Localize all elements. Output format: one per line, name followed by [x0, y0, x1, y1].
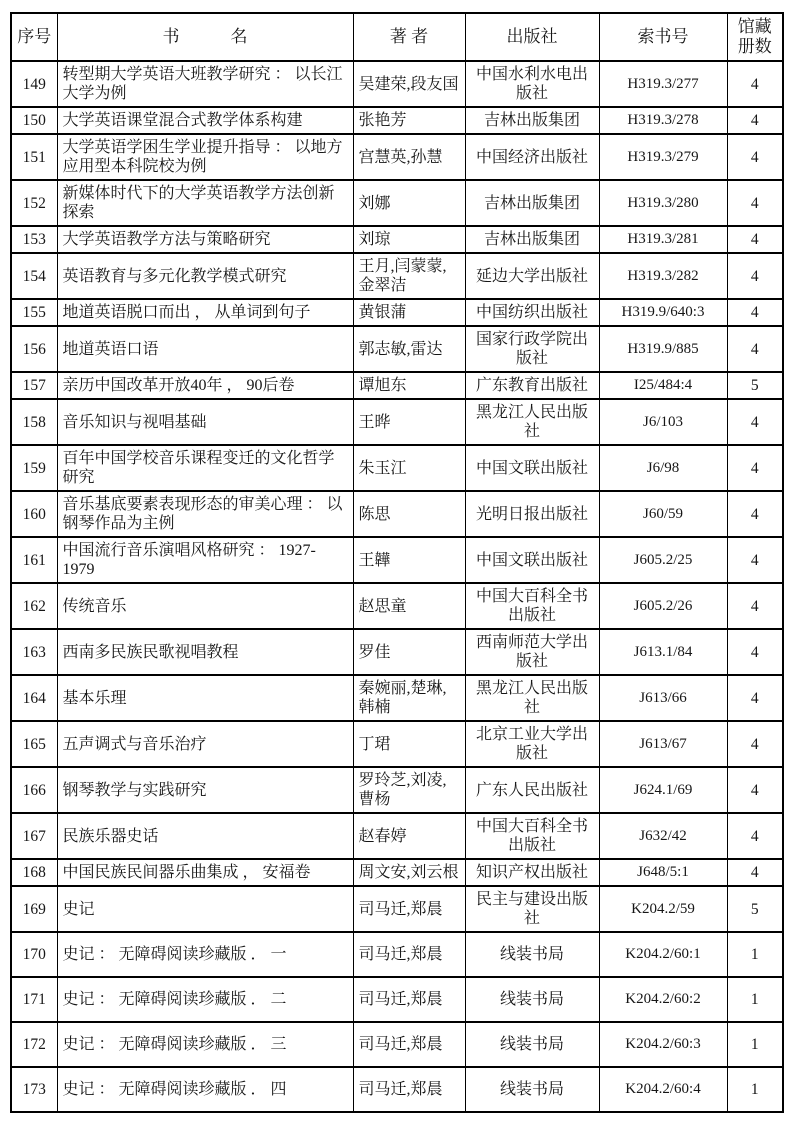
- cell-title: 史记 ： 无障碍阅读珍藏版 ． 二: [57, 977, 353, 1022]
- cell-num: 154: [11, 253, 57, 299]
- cell-call-number: J605.2/26: [599, 583, 727, 629]
- table-row: [11, 226, 783, 253]
- table-row: [11, 767, 783, 813]
- cell-copies: 4: [727, 326, 783, 372]
- table-row: [11, 326, 783, 372]
- cell-author: 黄银蒲: [353, 299, 465, 326]
- cell-copies: 5: [727, 886, 783, 932]
- cell-author: 吴建荣,段友国: [353, 61, 465, 107]
- cell-author: 王韡: [353, 537, 465, 583]
- book-table: [10, 12, 784, 1113]
- cell-publisher: 中国纺织出版社: [465, 299, 599, 326]
- cell-publisher: 广东教育出版社: [465, 372, 599, 399]
- cell-author: 宫慧英,孙慧: [353, 134, 465, 180]
- cell-publisher: 北京工业大学出版社: [465, 721, 599, 767]
- cell-copies: 1: [727, 977, 783, 1022]
- cell-author: 司马迁,郑晨: [353, 977, 465, 1022]
- cell-copies: 1: [727, 932, 783, 977]
- cell-publisher: 黑龙江人民出版社: [465, 399, 599, 445]
- cell-call-number: J632/42: [599, 813, 727, 859]
- col-header-author: 著 者: [353, 13, 465, 61]
- cell-author: 赵春婷: [353, 813, 465, 859]
- cell-call-number: J6/98: [599, 445, 727, 491]
- cell-title: 中国流行音乐演唱风格研究 ： 1927-1979: [57, 537, 353, 583]
- cell-publisher: 中国大百科全书出版社: [465, 813, 599, 859]
- cell-call-number: J624.1/69: [599, 767, 727, 813]
- cell-copies: 4: [727, 859, 783, 886]
- cell-copies: 4: [727, 813, 783, 859]
- cell-num: 158: [11, 399, 57, 445]
- cell-title: 新媒体时代下的大学英语教学方法创新探索: [57, 180, 353, 226]
- table-row: [11, 107, 783, 134]
- col-header-title: 书 名: [57, 13, 353, 61]
- cell-title: 史记: [57, 886, 353, 932]
- cell-call-number: J60/59: [599, 491, 727, 537]
- cell-title: 史记 ： 无障碍阅读珍藏版 ． 一: [57, 932, 353, 977]
- col-header-num: 序号: [11, 13, 57, 61]
- cell-author: 陈思: [353, 491, 465, 537]
- cell-title: 音乐基底要素表现形态的审美心理 ： 以钢琴作品为主例: [57, 491, 353, 537]
- cell-copies: 5: [727, 372, 783, 399]
- cell-num: 163: [11, 629, 57, 675]
- cell-call-number: K204.2/60:1: [599, 932, 727, 977]
- cell-num: 170: [11, 932, 57, 977]
- table-row: [11, 299, 783, 326]
- table-row: [11, 1022, 783, 1067]
- cell-call-number: K204.2/60:2: [599, 977, 727, 1022]
- cell-num: 173: [11, 1067, 57, 1112]
- cell-publisher: 中国文联出版社: [465, 445, 599, 491]
- table-row: [11, 813, 783, 859]
- cell-num: 157: [11, 372, 57, 399]
- cell-copies: 1: [727, 1067, 783, 1112]
- table-row: [11, 399, 783, 445]
- cell-num: 169: [11, 886, 57, 932]
- cell-num: 149: [11, 61, 57, 107]
- cell-num: 164: [11, 675, 57, 721]
- cell-title: 西南多民族民歌视唱教程: [57, 629, 353, 675]
- cell-call-number: J605.2/25: [599, 537, 727, 583]
- cell-num: 172: [11, 1022, 57, 1067]
- cell-call-number: H319.3/280: [599, 180, 727, 226]
- cell-copies: 1: [727, 1022, 783, 1067]
- cell-call-number: J613.1/84: [599, 629, 727, 675]
- cell-call-number: J613/67: [599, 721, 727, 767]
- cell-publisher: 中国水利水电出版社: [465, 61, 599, 107]
- table-body: [11, 61, 783, 1112]
- table-row: [11, 721, 783, 767]
- cell-title: 英语教育与多元化教学模式研究: [57, 253, 353, 299]
- cell-author: 司马迁,郑晨: [353, 886, 465, 932]
- cell-publisher: 中国大百科全书出版社: [465, 583, 599, 629]
- cell-publisher: 线装书局: [465, 1022, 599, 1067]
- table-row: [11, 583, 783, 629]
- cell-author: 朱玉江: [353, 445, 465, 491]
- cell-num: 161: [11, 537, 57, 583]
- cell-publisher: 吉林出版集团: [465, 107, 599, 134]
- cell-num: 151: [11, 134, 57, 180]
- cell-copies: 4: [727, 721, 783, 767]
- cell-title: 转型期大学英语大班教学研究 ： 以长江大学为例: [57, 61, 353, 107]
- cell-publisher: 黑龙江人民出版社: [465, 675, 599, 721]
- cell-call-number: J613/66: [599, 675, 727, 721]
- cell-publisher: 光明日报出版社: [465, 491, 599, 537]
- cell-publisher: 吉林出版集团: [465, 180, 599, 226]
- cell-author: 王晔: [353, 399, 465, 445]
- cell-author: 张艳芳: [353, 107, 465, 134]
- cell-num: 152: [11, 180, 57, 226]
- cell-copies: 4: [727, 445, 783, 491]
- cell-title: 史记 ： 无障碍阅读珍藏版 ． 四: [57, 1067, 353, 1112]
- cell-author: 司马迁,郑晨: [353, 1022, 465, 1067]
- cell-publisher: 国家行政学院出版社: [465, 326, 599, 372]
- col-header-call-number: 索书号: [599, 13, 727, 61]
- cell-title: 民族乐器史话: [57, 813, 353, 859]
- cell-call-number: H319.3/279: [599, 134, 727, 180]
- cell-publisher: 知识产权出版社: [465, 859, 599, 886]
- cell-call-number: H319.3/277: [599, 61, 727, 107]
- cell-publisher: 中国经济出版社: [465, 134, 599, 180]
- table-row: [11, 134, 783, 180]
- cell-author: 周文安,刘云根: [353, 859, 465, 886]
- cell-call-number: H319.9/640:3: [599, 299, 727, 326]
- cell-copies: 4: [727, 399, 783, 445]
- cell-num: 155: [11, 299, 57, 326]
- cell-title: 地道英语口语: [57, 326, 353, 372]
- cell-copies: 4: [727, 134, 783, 180]
- cell-publisher: 线装书局: [465, 932, 599, 977]
- cell-call-number: K204.2/59: [599, 886, 727, 932]
- cell-num: 166: [11, 767, 57, 813]
- cell-call-number: K204.2/60:4: [599, 1067, 727, 1112]
- cell-call-number: J6/103: [599, 399, 727, 445]
- cell-publisher: 延边大学出版社: [465, 253, 599, 299]
- cell-publisher: 西南师范大学出版社: [465, 629, 599, 675]
- cell-author: 郭志敏,雷达: [353, 326, 465, 372]
- cell-title: 百年中国学校音乐课程变迁的文化哲学研究: [57, 445, 353, 491]
- cell-num: 153: [11, 226, 57, 253]
- cell-copies: 4: [727, 675, 783, 721]
- table-row: [11, 629, 783, 675]
- table-row: [11, 859, 783, 886]
- table-row: [11, 61, 783, 107]
- cell-call-number: K204.2/60:3: [599, 1022, 727, 1067]
- cell-copies: 4: [727, 767, 783, 813]
- cell-num: 167: [11, 813, 57, 859]
- cell-publisher: 广东人民出版社: [465, 767, 599, 813]
- cell-title: 亲历中国改革开放40年 ， 90后卷: [57, 372, 353, 399]
- table-row: [11, 675, 783, 721]
- col-header-copies: 馆藏册数: [727, 13, 783, 61]
- cell-author: 谭旭东: [353, 372, 465, 399]
- cell-copies: 4: [727, 299, 783, 326]
- cell-copies: 4: [727, 491, 783, 537]
- cell-publisher: 吉林出版集团: [465, 226, 599, 253]
- cell-call-number: J648/5:1: [599, 859, 727, 886]
- table-row: [11, 372, 783, 399]
- cell-copies: 4: [727, 583, 783, 629]
- cell-title: 钢琴教学与实践研究: [57, 767, 353, 813]
- cell-title: 大学英语教学方法与策略研究: [57, 226, 353, 253]
- cell-call-number: H319.3/282: [599, 253, 727, 299]
- cell-call-number: H319.3/278: [599, 107, 727, 134]
- cell-author: 罗佳: [353, 629, 465, 675]
- header-row: [11, 13, 783, 61]
- cell-title: 基本乐理: [57, 675, 353, 721]
- cell-publisher: 线装书局: [465, 1067, 599, 1112]
- table-row: [11, 491, 783, 537]
- cell-num: 159: [11, 445, 57, 491]
- col-header-publisher: 出版社: [465, 13, 599, 61]
- cell-author: 刘娜: [353, 180, 465, 226]
- table-row: [11, 977, 783, 1022]
- cell-title: 史记 ： 无障碍阅读珍藏版 ． 三: [57, 1022, 353, 1067]
- cell-num: 168: [11, 859, 57, 886]
- cell-call-number: H319.3/281: [599, 226, 727, 253]
- table-row: [11, 1067, 783, 1112]
- table-row: [11, 445, 783, 491]
- cell-call-number: I25/484:4: [599, 372, 727, 399]
- cell-num: 156: [11, 326, 57, 372]
- cell-num: 160: [11, 491, 57, 537]
- cell-publisher: 线装书局: [465, 977, 599, 1022]
- cell-author: 刘琼: [353, 226, 465, 253]
- cell-copies: 4: [727, 107, 783, 134]
- cell-call-number: H319.9/885: [599, 326, 727, 372]
- cell-copies: 4: [727, 629, 783, 675]
- cell-num: 162: [11, 583, 57, 629]
- cell-author: 司马迁,郑晨: [353, 1067, 465, 1112]
- table-row: [11, 932, 783, 977]
- cell-title: 五声调式与音乐治疗: [57, 721, 353, 767]
- table-row: [11, 886, 783, 932]
- cell-publisher: 民主与建设出版社: [465, 886, 599, 932]
- cell-title: 地道英语脱口而出 ， 从单词到句子: [57, 299, 353, 326]
- cell-author: 司马迁,郑晨: [353, 932, 465, 977]
- cell-title: 大学英语学困生学业提升指导 ： 以地方应用型本科院校为例: [57, 134, 353, 180]
- table-row: [11, 180, 783, 226]
- cell-num: 171: [11, 977, 57, 1022]
- cell-copies: 4: [727, 61, 783, 107]
- cell-title: 音乐知识与视唱基础: [57, 399, 353, 445]
- cell-copies: 4: [727, 180, 783, 226]
- cell-title: 大学英语课堂混合式教学体系构建: [57, 107, 353, 134]
- cell-copies: 4: [727, 537, 783, 583]
- cell-num: 165: [11, 721, 57, 767]
- cell-title: 传统音乐: [57, 583, 353, 629]
- cell-author: 罗玲芝,刘凌,曹杨: [353, 767, 465, 813]
- cell-author: 秦婉丽,楚琳,韩楠: [353, 675, 465, 721]
- cell-title: 中国民族民间器乐曲集成 ， 安福卷: [57, 859, 353, 886]
- cell-publisher: 中国文联出版社: [465, 537, 599, 583]
- cell-author: 王月,闫蒙蒙,金翠洁: [353, 253, 465, 299]
- cell-author: 赵思童: [353, 583, 465, 629]
- table-row: [11, 253, 783, 299]
- cell-num: 150: [11, 107, 57, 134]
- cell-author: 丁珺: [353, 721, 465, 767]
- cell-copies: 4: [727, 226, 783, 253]
- table-row: [11, 537, 783, 583]
- cell-copies: 4: [727, 253, 783, 299]
